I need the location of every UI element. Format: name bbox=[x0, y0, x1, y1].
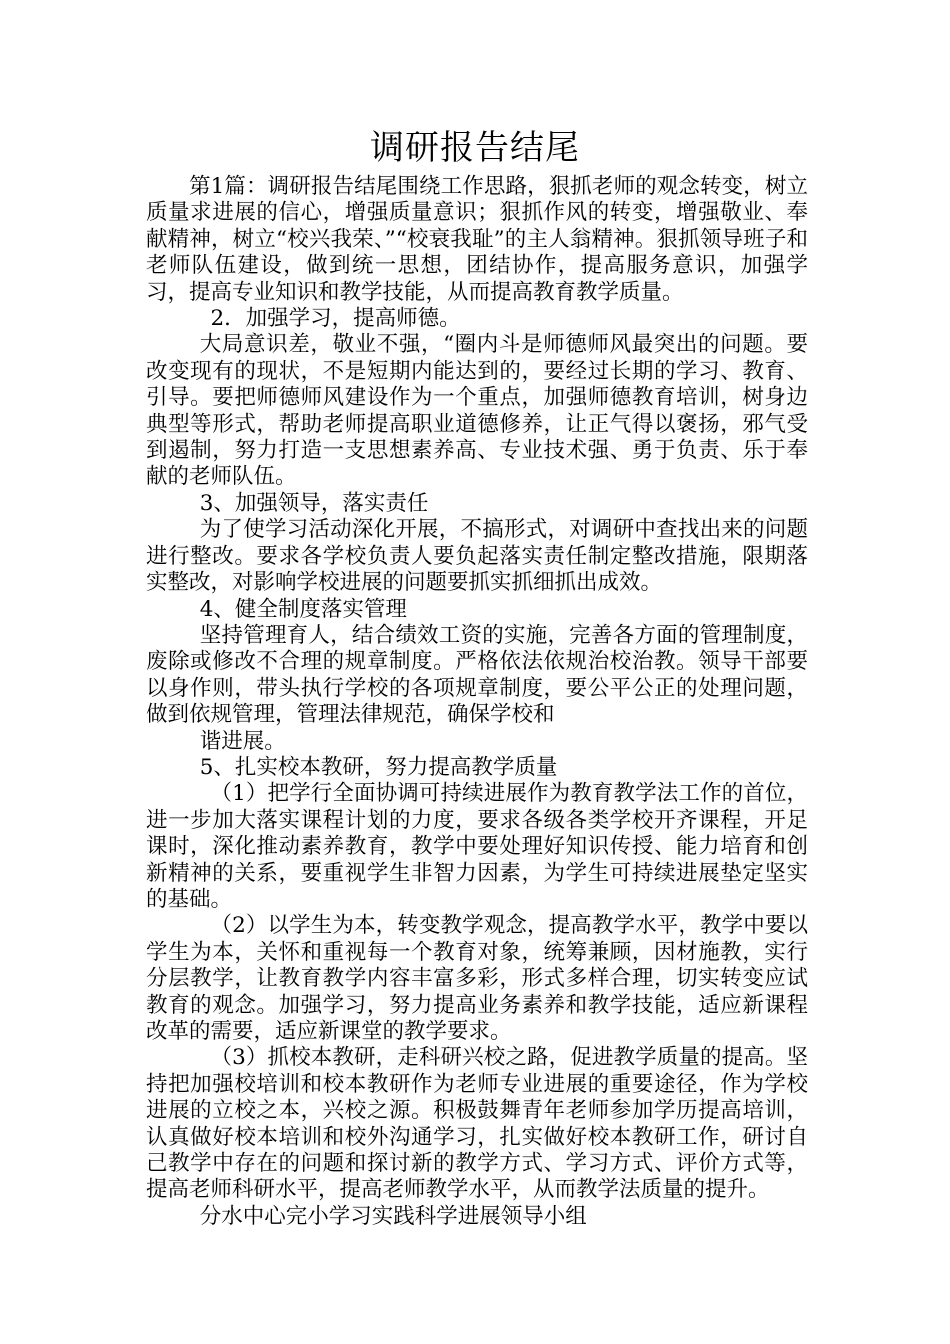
paragraph-intro: 第1篇：调研报告结尾围绕工作思路，狠抓老师的观念转变，树立质量求进展的信心，增强质量意识；狠抓作风的转变，增强敬业、奉献精神，树立“校兴我荣、”“校衰我耻”的主人翁精神。狠抓领导班子和老师队伍建设，做到统一思想，团结协作，提高服务意识，加强学习，提高专业知识和教学技能，从而提高教育教学质量。 bbox=[146, 174, 808, 305]
heading-3: 3、加强领导，落实责任 bbox=[199, 490, 429, 516]
paragraph-4-continuation: 谐进展。 bbox=[199, 728, 286, 754]
heading-4: 4、健全制度落实管理 bbox=[199, 596, 407, 622]
heading-2: 2．加强学习，提高师德。 bbox=[210, 306, 461, 332]
paragraph-5-1: （1）把学行全面协调可持续进展作为教育教学法工作的首位，进一步加大落实课程计划的力度，要求各级各类学校开齐课程，开足课时，深化推动素养教育，教学中要处理好知识传授、能力培育和创新精神的关系，要重视学生非智力因素，为学生可持续进展垫定坚实的基础。 bbox=[146, 781, 808, 912]
paragraph-3: 为了使学习活动深化开展，不搞形式，对调研中查找出来的问题进行整改。要求各学校负责人要负起落实责任制定整改措施，限期落实整改，对影响学校进展的问题要抓实抓细抓出成效。 bbox=[146, 517, 808, 596]
paragraph-2: 大局意识差，敬业不强，“圈内斗是师德师风最突出的问题。要改变现有的现状，不是短期内能达到的，要经过长期的学习、教育、引导。要把师德师风建设作为一个重点，加强师德教育培训，树身边典型等形式，帮助老师提高职业道德修养，让正气得以褒扬，邪气受到遏制，努力打造一支思想素养高、专业技术强、勇于负责、乐于奉献的老师队伍。 bbox=[146, 332, 808, 490]
paragraph-5-3: （3）抓校本教研，走科研兴校之路，促进教学质量的提高。坚持把加强校培训和校本教研作为老师专业进展的重要途径，作为学校进展的立校之本，兴校之源。积极鼓舞青年老师参加学历提高培训，认真做好校本培训和校外沟通学习，扎实做好校本教研工作，研讨自己教学中存在的问题和探讨新的教学方式、学习方式、评价方式等，提高老师科研水平，提高老师教学水平，从而教学法质量的提升。 bbox=[146, 1045, 808, 1203]
paragraph-5-2: （2）以学生为本，转变教学观念，提高教学水平，教学中要以学生为本，关怀和重视每一个教育对象，统筹兼顾，因材施教，实行分层教学，让教育教学内容丰富多彩，形式多样合理，切实转变应试教育的观念。加强学习，努力提高业务素养和教学技能，适应新课程改革的需要，适应新课堂的教学要求。 bbox=[146, 913, 808, 1044]
signature-line: 分水中心完小学习实践科学进展领导小组 bbox=[199, 1203, 587, 1229]
document-title: 调研报告结尾 bbox=[370, 128, 580, 168]
document-body bbox=[146, 174, 808, 1230]
paragraph-4: 坚持管理育人，结合绩效工资的实施，完善各方面的管理制度，废除或修改不合理的规章制度。严格依法依规治校治教。领导干部要以身作则，带头执行学校的各项规章制度，要公平公正的处理问题，做到依规管理，管理法律规范，确保学校和 bbox=[146, 622, 808, 728]
heading-5: 5、扎实校本教研，努力提高教学质量 bbox=[199, 754, 558, 780]
